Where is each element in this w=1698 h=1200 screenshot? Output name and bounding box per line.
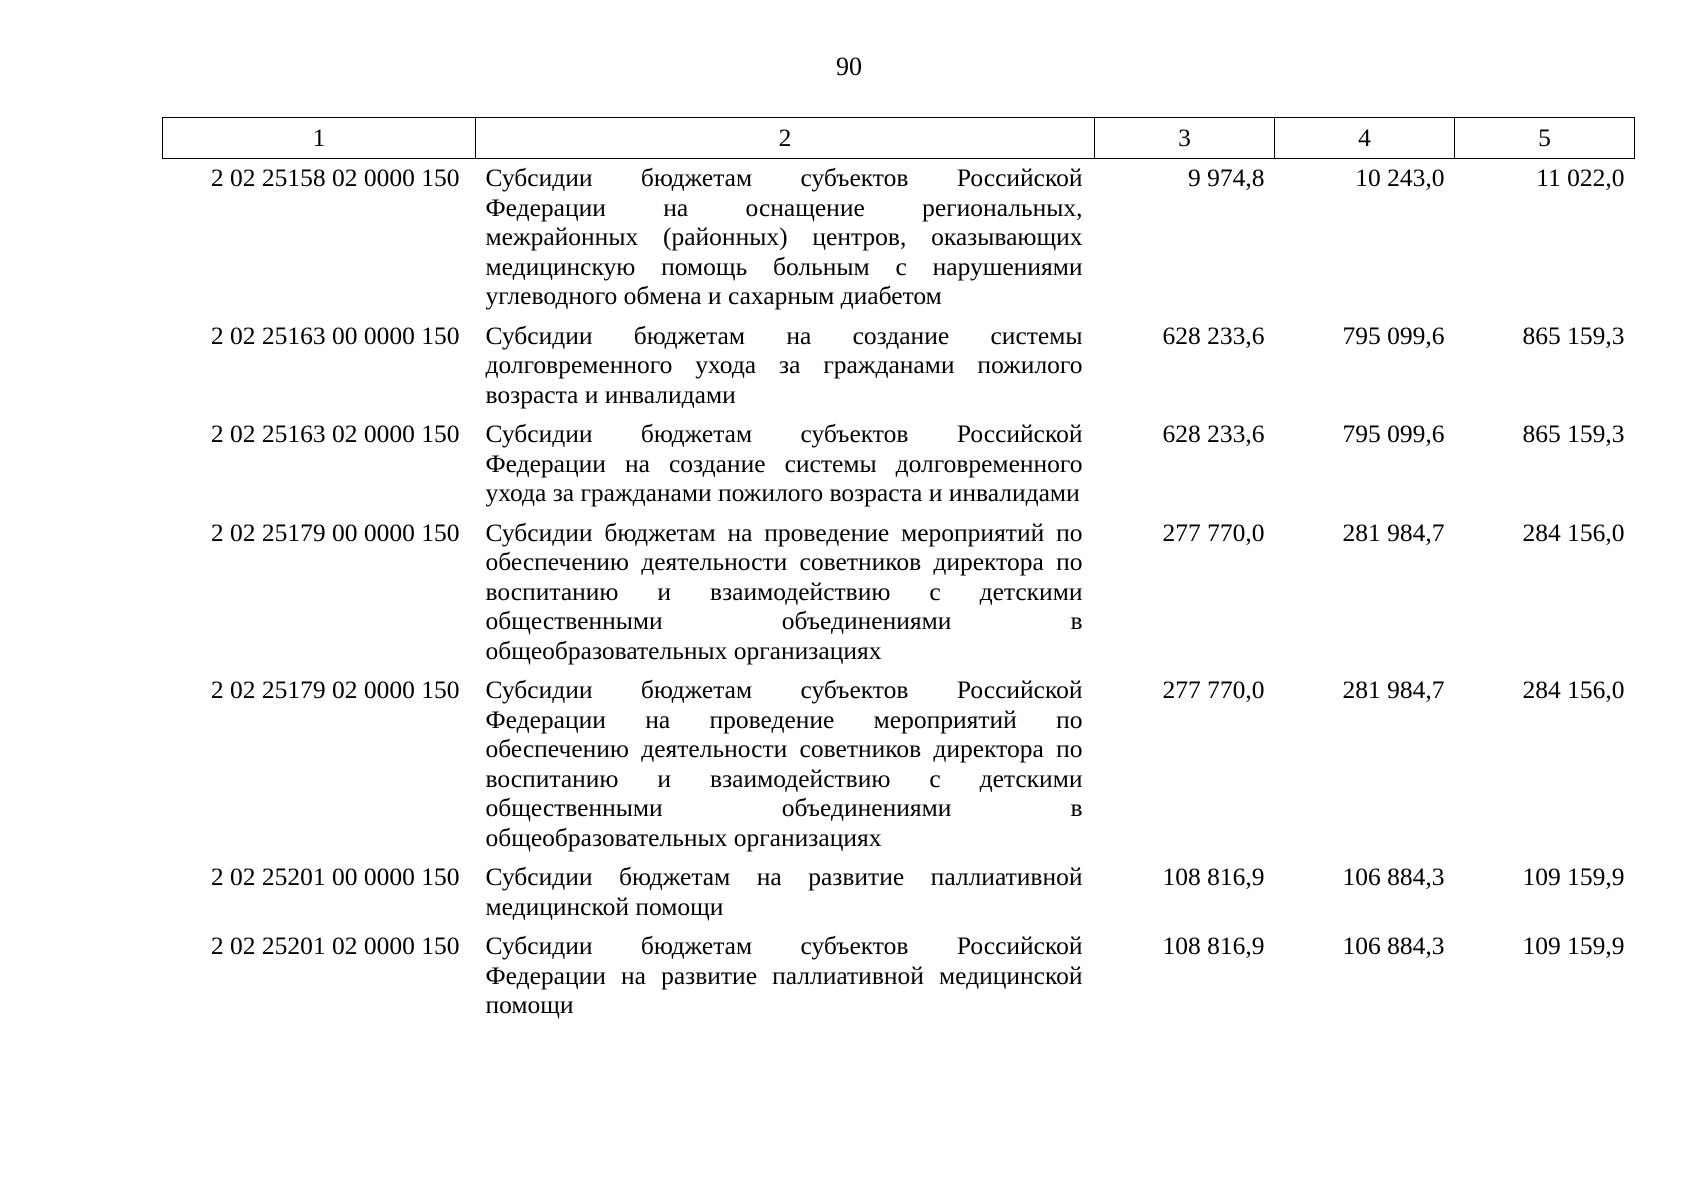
row-description: Субсидии бюджетам на создание системы долговременного ухода за гражданами пожилого возраста и инвалидами xyxy=(485,320,1083,409)
row-description: Субсидии бюджетам субъектов Российской Федерации на проведение мероприятий по обеспечению деятельности советников директора по воспитанию и взаимодействию с детскими общественными объединениями в общеобразовательных организациях xyxy=(485,675,1083,852)
value-col3: 277 770,0 xyxy=(1162,675,1265,704)
value-col5: 11 022,0 xyxy=(1536,163,1625,192)
budget-table xyxy=(162,117,1635,1030)
row-description: Субсидии бюджетам на развитие паллиативной медицинской помощи xyxy=(485,862,1083,921)
table-header-row xyxy=(163,118,1635,159)
row-description: Субсидии бюджетам субъектов Российской Федерации на оснащение региональных, межрайонных (районных) центров, оказывающих медицинскую помощь больным с нарушениями углеводного обмена и сахарным диабетом xyxy=(485,163,1083,310)
budget-code: 2 02 25201 00 0000 150 xyxy=(210,862,460,891)
page-number: 90 xyxy=(836,52,862,81)
table-row xyxy=(163,518,1635,676)
budget-code: 2 02 25179 00 0000 150 xyxy=(210,517,460,547)
budget-code: 2 02 25158 02 0000 150 xyxy=(210,163,460,192)
table-row xyxy=(163,321,1635,420)
budget-code: 2 02 25201 02 0000 150 xyxy=(210,931,460,960)
value-col5: 865 159,3 xyxy=(1522,320,1625,350)
value-col5: 865 159,3 xyxy=(1522,419,1625,448)
value-col4: 281 984,7 xyxy=(1342,517,1445,547)
value-col4: 795 099,6 xyxy=(1342,419,1445,448)
value-col3: 277 770,0 xyxy=(1162,517,1265,547)
value-col5: 284 156,0 xyxy=(1522,675,1625,704)
budget-code: 2 02 25163 02 0000 150 xyxy=(210,419,460,448)
row-description: Субсидии бюджетам на проведение мероприятий по обеспечению деятельности советников директора по воспитанию и взаимодействию с детскими общественными объединениями в общеобразовательных организациях xyxy=(485,517,1083,665)
value-col5: 109 159,9 xyxy=(1522,931,1625,960)
value-col5: 284 156,0 xyxy=(1522,517,1625,547)
value-col3: 628 233,6 xyxy=(1162,419,1265,448)
value-col4: 795 099,6 xyxy=(1342,320,1445,350)
value-col4: 10 243,0 xyxy=(1355,163,1445,192)
table-row xyxy=(163,419,1635,518)
value-col4: 106 884,3 xyxy=(1342,862,1445,891)
row-description: Субсидии бюджетам субъектов Российской Федерации на развитие паллиативной медицинской помощи xyxy=(485,931,1083,1019)
column-header-3: 3 xyxy=(1095,118,1275,159)
table-row xyxy=(163,159,1635,321)
value-col3: 108 816,9 xyxy=(1162,931,1265,960)
budget-code: 2 02 25163 00 0000 150 xyxy=(210,320,460,350)
value-col4: 106 884,3 xyxy=(1342,931,1445,960)
column-header-2: 2 xyxy=(476,118,1095,159)
value-col5: 109 159,9 xyxy=(1522,862,1625,891)
value-col3: 628 233,6 xyxy=(1162,320,1265,350)
table-row xyxy=(163,675,1635,862)
row-description: Субсидии бюджетам субъектов Российской Федерации на создание системы долговременного ухода за гражданами пожилого возраста и инвалидами xyxy=(485,419,1083,507)
column-header-4: 4 xyxy=(1275,118,1455,159)
column-header-5: 5 xyxy=(1455,118,1635,159)
table-row xyxy=(163,862,1635,931)
column-header-1: 1 xyxy=(163,118,476,159)
budget-code: 2 02 25179 02 0000 150 xyxy=(210,675,460,704)
value-col3: 9 974,8 xyxy=(1188,163,1265,192)
value-col4: 281 984,7 xyxy=(1342,675,1445,704)
value-col3: 108 816,9 xyxy=(1162,862,1265,891)
table-row xyxy=(163,931,1635,1030)
